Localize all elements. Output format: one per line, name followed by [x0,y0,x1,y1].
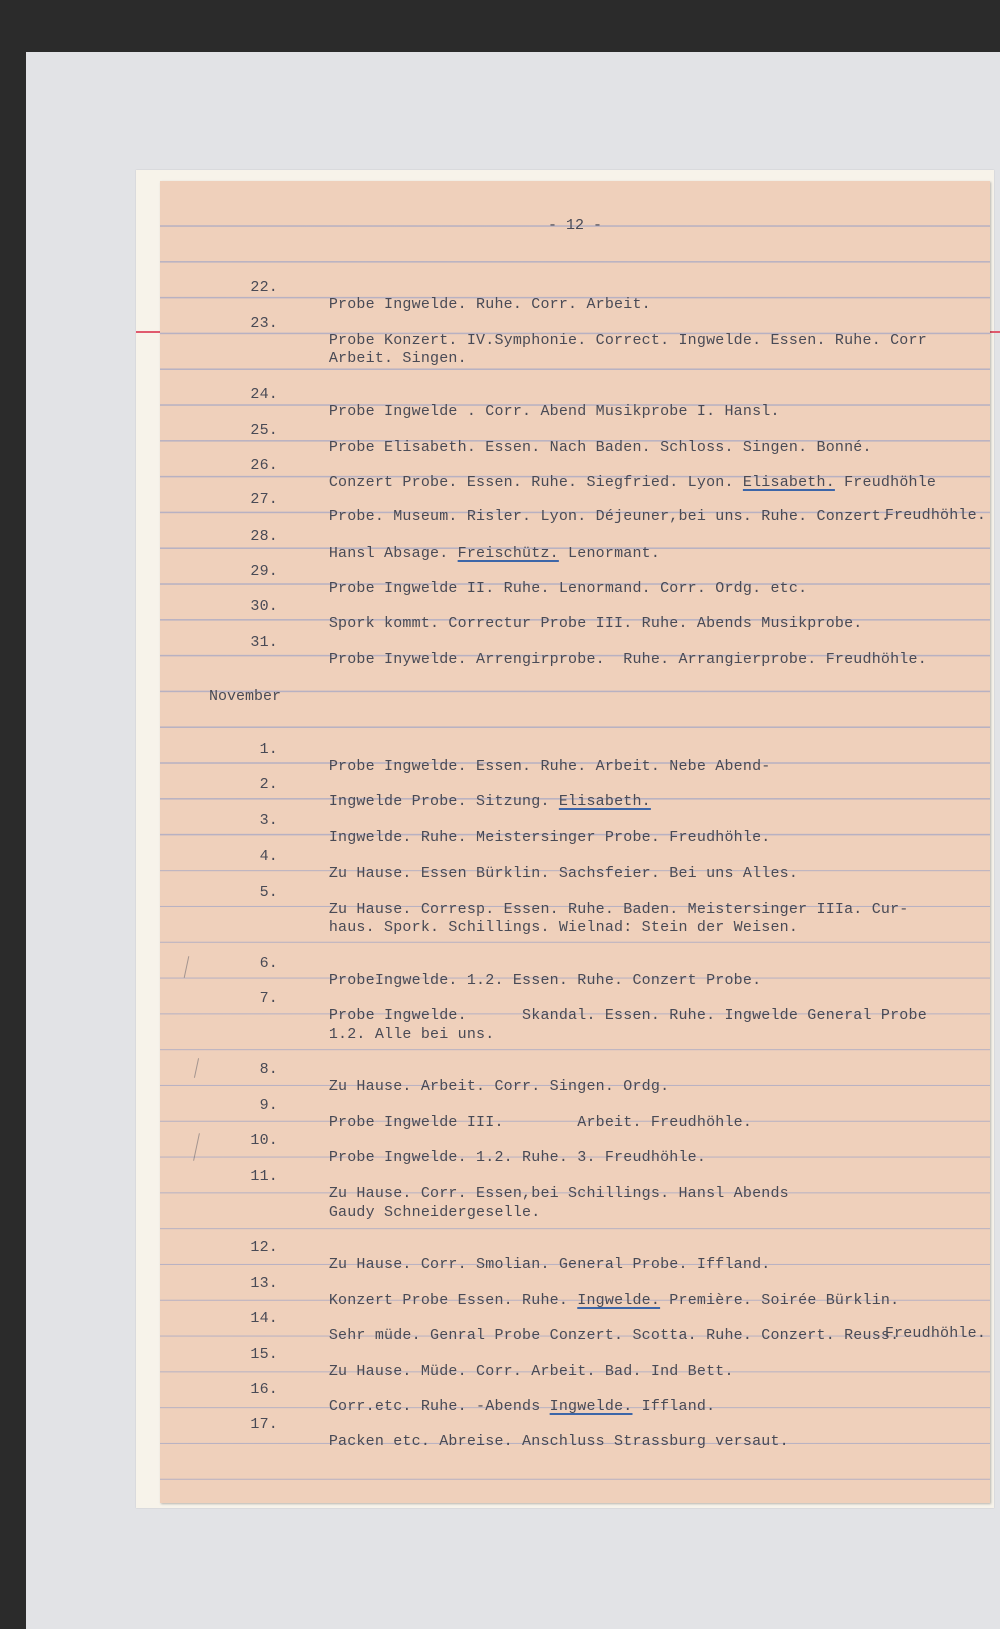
entry-continuation [848,490,986,541]
entry-number: 11. [250,1168,278,1185]
margin-mark-right [990,331,1000,333]
entry-text: Spork kommt. Correctur Probe III. Ruhe. Abends Musikprobe. [328,615,863,632]
entry-number: 25. [250,422,278,439]
entry-text: Probe Ingwelde. Skandal. Essen. Ruhe. Ingwelde General Probe [328,1007,927,1024]
entry-text: Zu Hause. Arbeit. Corr. Singen. Ordg. [328,1078,670,1095]
entry-text: Probe. Museum. Risler. Lyon. Déjeuner,bei uns. Ruhe. Conzert. [328,508,891,525]
entry-text: Freudhöhle. [884,507,987,524]
pencil-mark [193,1133,200,1161]
entry-number: 4. [259,848,278,865]
entry-number: 10. [250,1132,278,1149]
diary-page [160,181,990,1503]
entry-number: 27. [250,491,278,508]
entry-number: 31. [250,634,278,651]
entry-text: Gaudy Schneidergeselle. [328,1204,541,1221]
entry-text: Packen etc. Abreise. Anschluss Strassburg versaut. [328,1433,789,1450]
entry-line [250,617,927,685]
entry-text: haus. Spork. Schillings. Wielnad: Stein der Weisen. [328,919,799,936]
entry-text: 1.2. Alle bei uns. [328,1026,495,1043]
margin-mark-left [136,331,160,333]
underlined-word: Freischütz. [457,545,559,562]
entry-text: Ingwelde. Ruhe. Meistersinger Probe. Freudhöhle. [328,829,771,846]
entry-number: 23. [250,315,278,332]
entry-number: 26. [250,457,278,474]
entry-text: Probe Inywelde. Arrengirprobe. Ruhe. Arrangierprobe. Freudhöhle. [328,651,927,668]
entry-line [250,1399,789,1467]
entry-number: 2. [259,776,278,793]
entry-number: 6. [259,955,278,972]
pencil-mark [194,1058,199,1078]
page-number: - 12 - [547,217,602,234]
entry-number: 14. [250,1310,278,1327]
underlined-word: Elisabeth. [558,793,651,810]
entry-continuation [848,1308,986,1359]
entry-number: 22. [250,279,278,296]
entry-number: 13. [250,1275,278,1292]
entry-text: ProbeIngwelde. 1.2. Essen. Ruhe. Conzert Probe. [328,972,762,989]
entry-number: 12. [250,1239,278,1256]
underlined-word: Elisabeth. [742,474,835,491]
entry-text: Zu Hause. Essen Bürklin. Sachsfeier. Bei uns Alles. [328,865,799,882]
entry-number: 30. [250,598,278,615]
entry-text: Ingwelde Probe. Sitzung. Elisabeth. [328,793,651,810]
entry-number: 5. [259,884,278,901]
entry-number: 7. [259,990,278,1007]
entry-number: 3. [259,812,278,829]
underlined-word: Ingwelde. [577,1292,661,1309]
entry-text: Zu Hause. Müde. Corr. Arbeit. Bad. Ind Bett. [328,1363,734,1380]
entry-text: Probe Ingwelde. Essen. Ruhe. Arbeit. Nebe Abend- [328,758,771,775]
entry-text: Freudhöhle. [884,1325,987,1342]
entry-number: 15. [250,1346,278,1363]
entry-number: 8. [259,1061,278,1078]
entry-number: 9. [259,1097,278,1114]
entry-text: Zu Hause. Corresp. Essen. Ruhe. Baden. Meistersinger IIIa. Cur- [328,901,909,918]
entry-text: Sehr müde. Genral Probe Conzert. Scotta. Ruhe. Conzert. Reuss. [328,1327,900,1344]
entry-number: 28. [250,528,278,545]
underlined-word: Ingwelde. [549,1398,633,1415]
entry-text: Probe Ingwelde III. Arbeit. Freudhöhle. [328,1114,753,1131]
entry-number: 17. [250,1416,278,1433]
entry-text: Konzert Probe Essen. Ruhe. Ingwelde. Première. Soirée Bürklin. [328,1292,900,1309]
entry-text: Probe Ingwelde. 1.2. Ruhe. 3. Freudhöhle. [328,1149,707,1166]
entry-text: Probe Elisabeth. Essen. Nach Baden. Schloss. Singen. Bonné. [328,439,872,456]
entry-text: Corr.etc. Ruhe. -Abends Ingwelde. Iffland. [328,1398,716,1415]
pencil-mark [184,956,190,978]
entry-text: Probe Konzert. IV.Symphonie. Correct. Ingwelde. Essen. Ruhe. Corr [328,332,927,349]
entry-text: Hansl Absage. Freischütz. Lenormant. [328,545,661,562]
entry-text: Probe Ingwelde. Ruhe. Corr. Arbeit. [328,296,651,313]
entry-number: 1. [259,741,278,758]
entry-text: Probe Ingwelde . Corr. Abend Musikprobe I. Hansl. [328,403,780,420]
entry-text: Zu Hause. Corr. Essen,bei Schillings. Hansl Abends [328,1185,789,1202]
entry-text: Arbeit. Singen. [328,350,467,367]
entry-text: Probe Ingwelde II. Ruhe. Lenormand. Corr. Ordg. etc. [328,580,808,597]
entry-text: Conzert Probe. Essen. Ruhe. Siegfried. Lyon. Elisabeth. Freudhöhle [328,474,937,491]
entry-text: Zu Hause. Corr. Smolian. General Probe. Iffland. [328,1256,771,1273]
entry-number: 16. [250,1381,278,1398]
entry-number: 29. [250,563,278,580]
entry-number: 24. [250,386,278,403]
month-heading: November [209,688,282,705]
